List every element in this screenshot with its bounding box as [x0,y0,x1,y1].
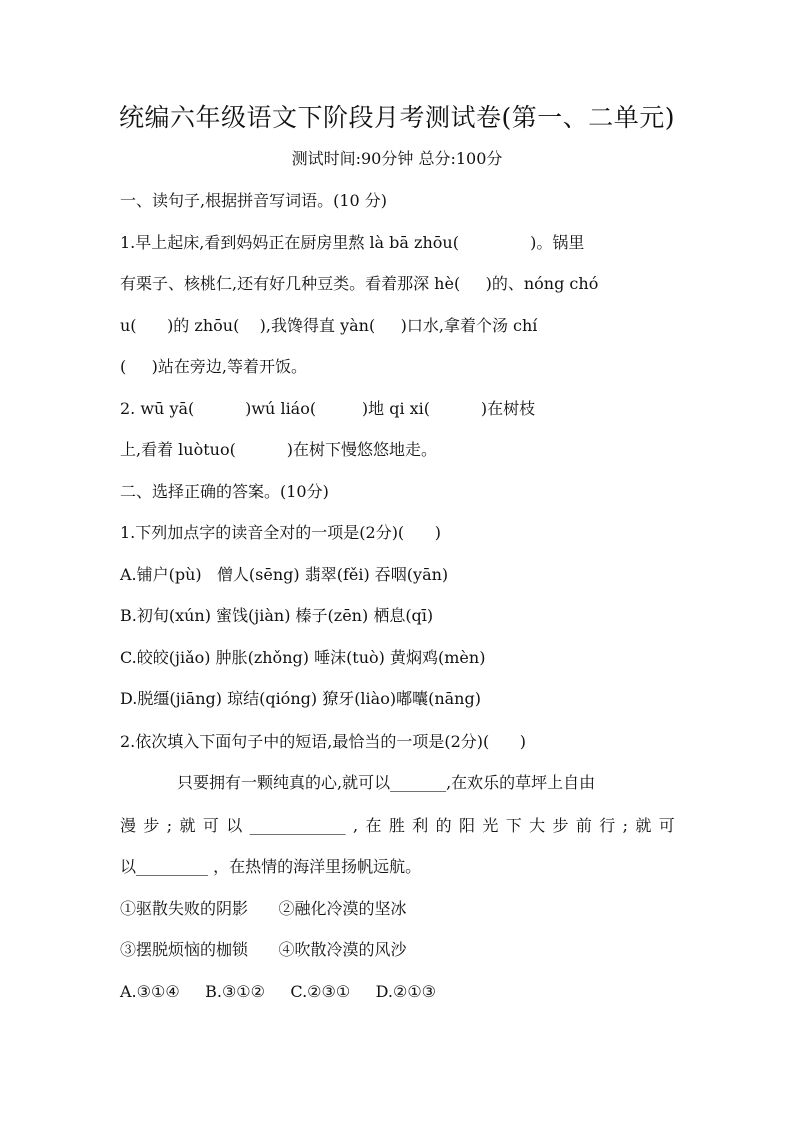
section-two-q1-stem: 1.下列加点字的读音全对的一项是(2分)( ) [120,523,441,542]
passage-char: 漫 [120,816,137,835]
section-one-q1-line-2: 有栗子、核桃仁,还有好几种豆类。看着那深 hè( )的、nóng chó [120,274,599,293]
section-one-q2-line-1: 2. wū yā( )wú liáo( )地 qi xi( )在树枝 [120,399,536,418]
section-two-q2-stem: 2.依次填入下面句子中的短语,最恰当的一项是(2分)( ) [120,732,527,751]
passage-char: 以 [226,816,243,835]
passage-char: 行 [599,816,616,835]
section-two-q1-option-a: A.铺户(pù) 僧人(sēng) 翡翠(fěi) 吞咽(yān) [120,565,449,584]
passage-char: 下 [505,816,522,835]
passage-char: 阳 [458,816,475,835]
passage-char: 胜 [388,816,405,835]
section-two-q2-phrases-row-2: ③摆脱烦恼的枷锁 ④吹散冷漠的风沙 [120,940,407,959]
page-title: 统编六年级语文下阶段月考测试卷(第一、二单元) [118,103,675,132]
section-two-q2-phrases-row-1: ①驱散失败的阴影 ②融化冷漠的坚冰 [120,899,407,918]
section-two-q2-answer-options: A.③①④ B.③①② C.②③① D.②①③ [120,982,436,1001]
passage-char: 光 [482,816,499,835]
section-two-q1-option-d: D.脱缰(jiāng) 琼结(qióng) 獠牙(liào)嘟囔(nāng) [120,689,481,708]
passage-char: 就 [635,816,652,835]
passage-char: 可 [658,816,675,835]
passage-blank: ____________ [249,816,346,835]
passage-char: 就 [179,816,196,835]
section-two-q2-passage-line-2 [120,815,675,837]
section-two-q1-option-b: B.初旬(xún) 蜜饯(jiàn) 榛子(zēn) 栖息(qī) [120,606,434,625]
passage-char: 在 [365,816,382,835]
passage-char: 步 [143,816,160,835]
passage-char: 可 [202,816,219,835]
section-two-q1-option-c: C.皎皎(jiǎo) 肿胀(zhǒng) 唾沫(tuò) 黄焖鸡(mèn) [120,648,486,667]
section-one-q1-line-1: 1.早上起床,看到妈妈正在厨房里熬 là bā zhōu( )。锅里 [120,233,585,252]
page-subtitle: 测试时间:90分钟 总分:100分 [291,149,503,168]
passage-char: 步 [552,816,569,835]
passage-char: 的 [435,816,452,835]
section-one-q2-line-2: 上,看着 luòtuo( )在树下慢悠悠地走。 [120,440,437,459]
passage-char: ; [166,816,173,835]
section-one-q1-line-3: u( )的 zhōu( ),我馋得直 yàn( )口水,拿着个汤 chí [120,316,538,335]
section-two-heading: 二、选择正确的答案。(10分) [120,482,329,501]
section-two-q2-passage-line-3: 以_________ ，在热情的海洋里扬帆远航。 [120,857,422,876]
passage-char: ; [622,816,628,835]
passage-char: 前 [575,816,592,835]
passage-char: 大 [529,816,546,835]
passage-char: , [352,816,359,835]
section-one-heading: 一、读句子,根据拼音写词语。(10 分) [120,191,388,210]
section-two-q2-passage-line-1: 只要拥有一颗纯真的心,就可以_______,在欢乐的草坪上自由 [177,773,596,792]
section-one-q1-line-4: ( )站在旁边,等着开饭。 [120,357,308,376]
passage-char: 利 [412,816,429,835]
